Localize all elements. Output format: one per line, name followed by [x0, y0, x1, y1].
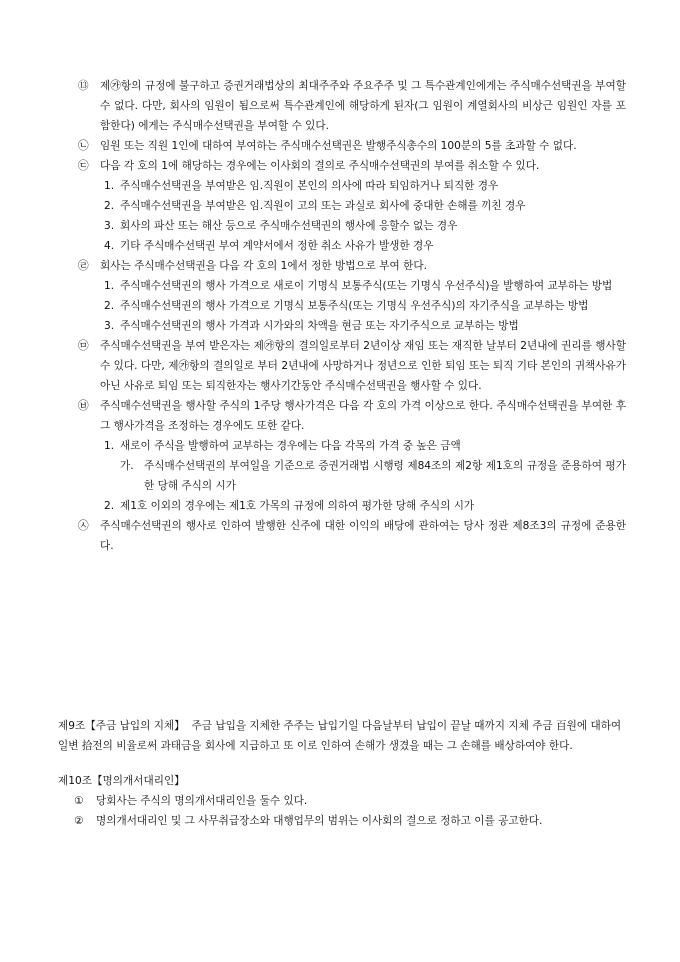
paragraph-marker: ㉢ — [78, 160, 89, 172]
list-item — [78, 196, 626, 216]
list-item — [78, 236, 626, 256]
paragraph — [78, 156, 626, 176]
paragraph-text: 제㉮항의 규정에 불구하고 증권거래법상의 최대주주와 주요주주 및 그 특수관계인에게는 주식매수선택권을 부여할 수 없다. 다만, 회사의 임원이 됨으로써 특수관계인에 해당하게 된자(그 임원이 계열회사의 비상근 임원인 자를 포함한다) 에게는 주식매수선택권을 부여할 수 있다. — [100, 80, 626, 132]
list-item — [78, 496, 626, 516]
item-number: 3. — [104, 320, 115, 332]
paragraph-text: 임원 또는 직원 1인에 대하여 부여하는 주식매수선택권은 발행주식총수의 100분의 5를 초과할 수 없다. — [100, 140, 577, 152]
article-9-text: 주금 납입을 지체한 주주는 납입기일 다음날부터 납입이 끝날 때까지 지체 주금 百원에 대하여 일변 拾전의 비율로써 과태금을 회사에 지급하고 또 이로 인하여 손해가 생겼을 때는 그 손해를 배상하여야 한다. — [58, 720, 622, 752]
paragraph-text: 주식매수선택권을 부여 받은자는 제㉮항의 결의일로부터 2년이상 재임 또는 재직한 날부터 2년내에 권리를 행사할 수 있다. 다만, 제㉮항의 결의일로 부터 2년내에 사망하거나 정년으로 인한 퇴임 또는 퇴직 기타 본인의 귀책사유가 아닌 사유로 퇴임 또는 퇴직한자는 행사기간동안 주식매수선택권을 행사할 수 있다. — [100, 340, 626, 392]
paragraph-text: 주식매수선택권을 행사할 주식의 1주당 행사가격은 다음 각 호의 가격 이상으로 한다. 주식매수선택권을 부여한 후 그 행사가격을 조정하는 경우에도 또한 같다. — [100, 400, 626, 432]
list-item — [78, 296, 626, 316]
item-number: 2. — [104, 300, 115, 312]
item-text: 제1호 이외의 경우에는 제1호 가목의 규정에 의하여 평가한 당해 주식의 시가 — [120, 500, 475, 512]
sub-item — [78, 456, 626, 496]
article-10 — [58, 771, 626, 831]
paragraph-text: 회사는 주식매수선택권을 다음 각 호의 1에서 정한 방법으로 부여 한다. — [100, 260, 427, 272]
paragraph — [78, 516, 626, 556]
article-9-body — [58, 716, 626, 756]
paragraph — [78, 136, 626, 156]
article-10-paragraph — [58, 811, 626, 831]
item-text: 주식매수선택권의 행사 가격과 시가와의 차액을 현금 또는 자기주식으로 교부하는 방법 — [120, 320, 519, 332]
paragraph-marker: ㉥ — [78, 400, 89, 412]
paragraph — [78, 76, 626, 136]
list-item — [78, 216, 626, 236]
paragraph-text: 당회사는 주식의 명의개서대리인을 둘수 있다. — [96, 795, 308, 807]
paragraph — [78, 256, 626, 276]
paragraph-marker: ① — [74, 795, 84, 807]
article-10-heading: 제10조【명의개서대리인】 — [58, 775, 185, 787]
lower-articles — [58, 716, 626, 831]
item-number: 2. — [104, 500, 115, 512]
list-item — [78, 436, 626, 456]
paragraph-marker: ⑬ — [78, 80, 89, 92]
paragraph-marker: ㉦ — [78, 520, 89, 532]
item-text: 주식매수선택권을 부여받은 임.직원이 본인의 의사에 따라 퇴임하거나 퇴직한 경우 — [120, 180, 499, 192]
item-text: 주식매수선택권을 부여받은 임.직원이 고의 또는 과실로 회사에 중대한 손해를 끼친 경우 — [120, 200, 526, 212]
list-item — [78, 176, 626, 196]
article-9-heading: 제9조【주금 납입의 지체】 — [58, 720, 185, 732]
paragraph-text: 명의개서대리인 및 그 사무취급장소와 대행업무의 범위는 이사회의 결으로 정하고 이를 공고한다. — [96, 815, 543, 827]
item-text: 주식매수선택권의 행사 가격으로 새로이 기명식 보통주식(또는 기명식 우선주식)을 발행하여 교부하는 방법 — [120, 280, 613, 292]
paragraph-marker: ㉡ — [78, 140, 89, 152]
list-item — [78, 276, 626, 296]
item-number: 1. — [104, 180, 115, 192]
item-number: 4. — [104, 240, 115, 252]
item-text: 주식매수선택권의 행사 가격으로 기명식 보통주식(또는 기명식 우선주식)의 자기주식을 교부하는 방법 — [120, 300, 589, 312]
item-number: 3. — [104, 220, 115, 232]
item-text: 새로이 주식을 발행하여 교부하는 경우에는 다음 각목의 가격 중 높은 금액 — [120, 440, 461, 452]
paragraph — [78, 336, 626, 396]
paragraph — [78, 396, 626, 436]
article8-continuation — [78, 76, 626, 556]
sub-item-number: 가. — [120, 460, 134, 472]
list-item — [78, 316, 626, 336]
item-text: 기타 주식매수선택권 부여 계약서에서 정한 취소 사유가 발생한 경우 — [120, 240, 434, 252]
item-number: 1. — [104, 280, 115, 292]
article-9 — [58, 716, 626, 756]
article-10-paragraph — [58, 791, 626, 811]
paragraph-marker: ㉤ — [78, 340, 89, 352]
paragraph-marker: ㉣ — [78, 260, 89, 272]
item-number: 2. — [104, 200, 115, 212]
item-text: 회사의 파산 또는 해산 등으로 주식매수선택권의 행사에 응할수 없는 경우 — [120, 220, 458, 232]
item-number: 1. — [104, 440, 115, 452]
paragraph-marker: ② — [74, 815, 84, 827]
paragraph-text: 주식매수선택권의 행사로 인하여 발행한 신주에 대한 이익의 배당에 관하여는 당사 정관 제8조3의 규정에 준용한다. — [100, 520, 626, 552]
paragraph-text: 다음 각 호의 1에 해당하는 경우에는 이사회의 결의로 주식매수선택권의 부여를 취소할 수 있다. — [100, 160, 540, 172]
sub-item-text: 주식매수선택권의 부여일을 기준으로 증권거래법 시행령 제84조의 제2항 제1호의 규정을 준용하여 평가한 당해 주식의 시가 — [144, 460, 626, 492]
